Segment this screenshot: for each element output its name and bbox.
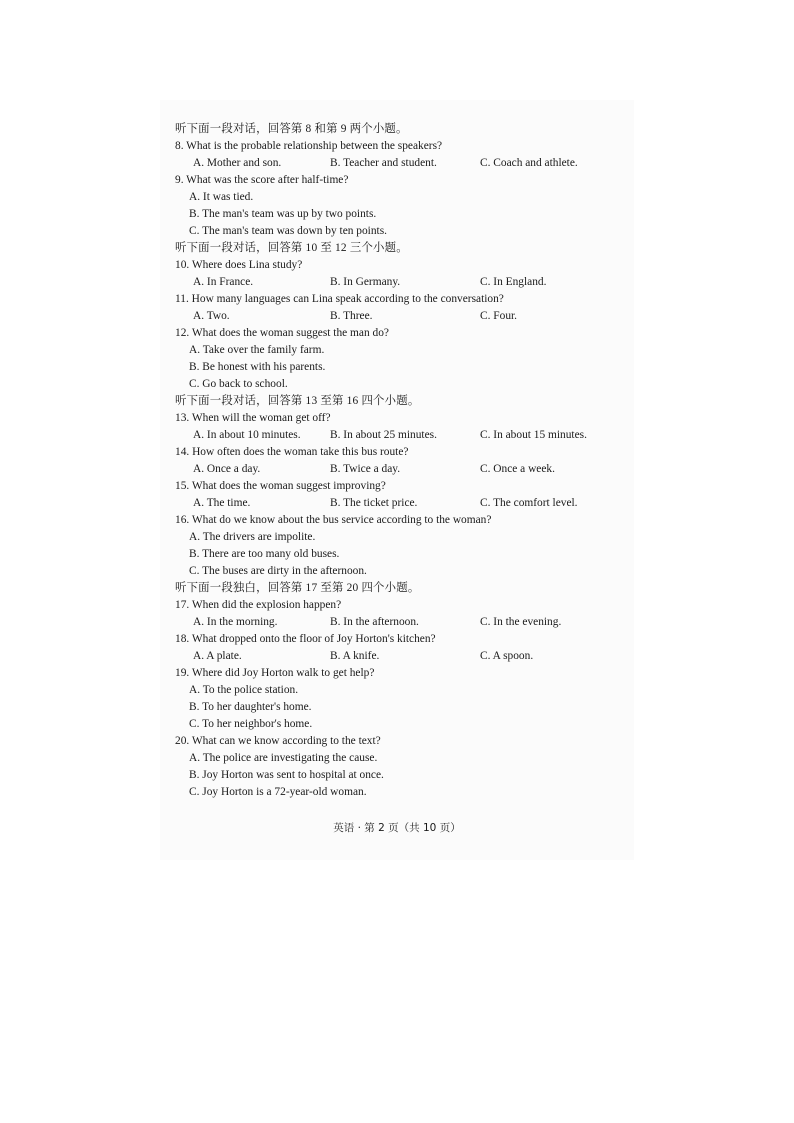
question: 19. Where did Joy Horton walk to get help? xyxy=(175,667,375,679)
answer-option-b: B. Twice a day. xyxy=(330,463,401,475)
answer-option-b: B. Three. xyxy=(330,310,373,322)
answer-option: B. Be honest with his parents. xyxy=(189,361,326,373)
answer-option-a: A. Once a day. xyxy=(193,463,261,475)
question: 16. What do we know about the bus service according to the woman? xyxy=(175,514,492,526)
answer-options-row xyxy=(175,461,615,478)
answer-options-row xyxy=(175,495,615,512)
question: 18. What dropped onto the floor of Joy Horton's kitchen? xyxy=(175,633,436,645)
answer-option: B. The man's team was up by two points. xyxy=(189,208,377,220)
answer-option-a: A. In the morning. xyxy=(193,616,278,628)
question: 8. What is the probable relationship between the speakers? xyxy=(175,140,443,152)
answer-option-a: A. Two. xyxy=(193,310,230,322)
section-intro: 听下面一段对话，回答第 8 和第 9 两个小题。 xyxy=(175,123,408,135)
section-intro: 听下面一段对话，回答第 10 至 12 三个小题。 xyxy=(175,242,408,254)
answer-option: C. Joy Horton is a 72-year-old woman. xyxy=(189,786,367,798)
answer-option-a: A. In about 10 minutes. xyxy=(193,429,301,441)
answer-option: A. To the police station. xyxy=(189,684,299,696)
section-intro: 听下面一段独白，回答第 17 至第 20 四个小题。 xyxy=(175,582,420,594)
answer-option-b: B. In Germany. xyxy=(330,276,401,288)
answer-option: B. There are too many old buses. xyxy=(189,548,340,560)
answer-option-b: B. A knife. xyxy=(330,650,380,662)
answer-options-row xyxy=(175,155,615,172)
answer-options-row xyxy=(175,614,615,631)
answer-options-row xyxy=(175,274,615,291)
answer-option-a: A. The time. xyxy=(193,497,251,509)
answer-option: B. To her daughter's home. xyxy=(189,701,312,713)
answer-option-a: A. Mother and son. xyxy=(193,157,282,169)
section-intro: 听下面一段对话，回答第 13 至第 16 四个小题。 xyxy=(175,395,420,407)
page-footer: 英语 · 第 2 页（共 10 页） xyxy=(333,822,461,834)
answer-option: A. Take over the family farm. xyxy=(189,344,325,356)
question: 11. How many languages can Lina speak according to the conversation? xyxy=(175,293,504,305)
answer-option: C. To her neighbor's home. xyxy=(189,718,313,730)
answer-option-c: C. In the evening. xyxy=(480,616,562,628)
answer-option: B. Joy Horton was sent to hospital at once. xyxy=(189,769,384,781)
answer-options-row xyxy=(175,648,615,665)
answer-option-c: C. Four. xyxy=(480,310,518,322)
question: 15. What does the woman suggest improving? xyxy=(175,480,386,492)
answer-option-a: A. In France. xyxy=(193,276,254,288)
answer-option-b: B. In the afternoon. xyxy=(330,616,419,628)
answer-options-row xyxy=(175,308,615,325)
answer-option-c: C. Coach and athlete. xyxy=(480,157,578,169)
answer-option-a: A. A plate. xyxy=(193,650,242,662)
question: 20. What can we know according to the text? xyxy=(175,735,381,747)
answer-option: C. Go back to school. xyxy=(189,378,288,390)
answer-option-b: B. The ticket price. xyxy=(330,497,418,509)
answer-option-c: C. A spoon. xyxy=(480,650,534,662)
question: 10. Where does Lina study? xyxy=(175,259,303,271)
answer-option-b: B. In about 25 minutes. xyxy=(330,429,437,441)
answer-option: A. It was tied. xyxy=(189,191,254,203)
answer-option-c: C. In about 15 minutes. xyxy=(480,429,587,441)
answer-option: A. The police are investigating the cause. xyxy=(189,752,378,764)
answer-option-c: C. The comfort level. xyxy=(480,497,578,509)
answer-option: C. The buses are dirty in the afternoon. xyxy=(189,565,367,577)
question: 12. What does the woman suggest the man do? xyxy=(175,327,389,339)
exam-content xyxy=(175,121,615,801)
question: 14. How often does the woman take this bus route? xyxy=(175,446,409,458)
question: 13. When will the woman get off? xyxy=(175,412,331,424)
question: 17. When did the explosion happen? xyxy=(175,599,342,611)
answer-option-c: C. In England. xyxy=(480,276,547,288)
answer-option: C. The man's team was down by ten points. xyxy=(189,225,387,237)
question: 9. What was the score after half-time? xyxy=(175,174,349,186)
answer-option-b: B. Teacher and student. xyxy=(330,157,437,169)
answer-option: A. The drivers are impolite. xyxy=(189,531,316,543)
answer-options-row xyxy=(175,427,615,444)
answer-option-c: C. Once a week. xyxy=(480,463,555,475)
